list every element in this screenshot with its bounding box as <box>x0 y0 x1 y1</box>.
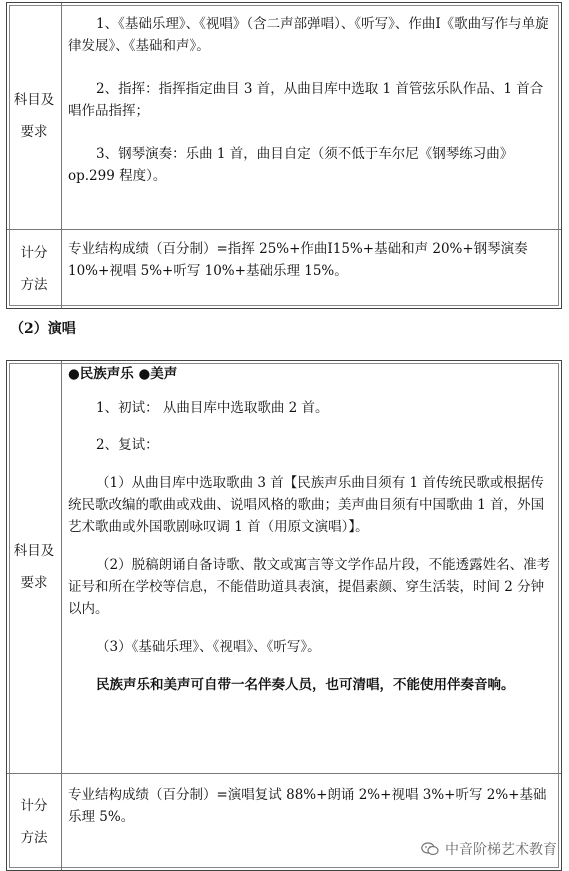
second-round-item-3: （3）《基础乐理》、《视唱》、《听写》。 <box>96 639 321 655</box>
scoring-formula: 专业结构成绩（百分制）=演唱复试 88%+朗诵 2%+视唱 3%+听写 2%+基础乐理 5%。 <box>68 787 547 825</box>
scoring-label <box>7 230 62 308</box>
subjects-content <box>62 3 561 229</box>
scoring-label <box>7 774 62 870</box>
accompaniment-note: 民族声乐和美声可自带一名伴奏人员，也可清唱，不能使用伴奏音响。 <box>96 677 515 693</box>
subjects-content <box>62 361 561 773</box>
label-line: 科目及 <box>13 543 55 559</box>
label-line: 方法 <box>20 830 48 846</box>
second-round-item-2: （2）脱稿朗诵自备诗歌、散文或寓言等文学作品片段，不能透露姓名、准考证号和所在学校等信息，不能借助道具表演，提倡素颜、穿生活装，时间 2 分钟以内。 <box>68 557 551 617</box>
label-line: 方法 <box>20 277 48 293</box>
second-round-item-1: （1）从曲目库中选取歌曲 3 首【民族声乐曲目须有 1 首传统民歌或根据传统民歌改编的歌曲或戏曲、说唱风格的歌曲；美声曲目须有中国歌曲 1 首，外国艺术歌曲或外国歌剧咏叹调 1 首（用原文演唱）】。 <box>68 475 545 535</box>
subjects-label <box>7 361 62 773</box>
scoring-content <box>62 230 561 308</box>
scoring-table-1 <box>6 2 562 309</box>
wechat-icon <box>421 842 439 856</box>
label-line: 要求 <box>20 124 48 140</box>
label-line: 计分 <box>20 245 48 261</box>
subject-item-2: 2、指挥：指挥指定曲目 3 首，从曲目库中选取 1 首管弦乐队作品、1 首合唱作品指挥； <box>68 81 544 119</box>
scoring-formula: 专业结构成绩（百分制）=指挥 25%+作曲Ⅰ15%+基础和声 20%+钢琴演奏 10%+视唱 5%+听写 10%+基础乐理 15%。 <box>68 241 528 279</box>
subjects-row <box>7 361 561 774</box>
subject-item-3: 3、钢琴演奏：乐曲 1 首，曲目自定（须不低于车尔尼《钢琴练习曲》op.299 程度）。 <box>68 146 514 184</box>
subject-item-1: 1、《基础乐理》、《视唱》（含二声部弹唱）、《听写》、作曲Ⅰ《歌曲写作与单旋律发展》、《基础和声》。 <box>68 16 549 54</box>
second-round: 2、复试： <box>96 437 159 453</box>
voice-categories: ●民族声乐 ●美声 <box>68 366 178 382</box>
preliminary-round: 1、初试： 从曲目库中选取歌曲 2 首。 <box>96 400 329 416</box>
scoring-table-2 <box>6 360 562 871</box>
subjects-label <box>7 3 62 229</box>
watermark <box>421 839 557 859</box>
label-line: 计分 <box>20 798 48 814</box>
scoring-row <box>7 230 561 308</box>
subjects-row <box>7 3 561 230</box>
watermark-text: 中音阶梯艺术教育 <box>445 842 557 858</box>
section-heading: （2）演唱 <box>10 321 76 337</box>
label-line: 科目及 <box>13 92 55 108</box>
label-line: 要求 <box>20 575 48 591</box>
